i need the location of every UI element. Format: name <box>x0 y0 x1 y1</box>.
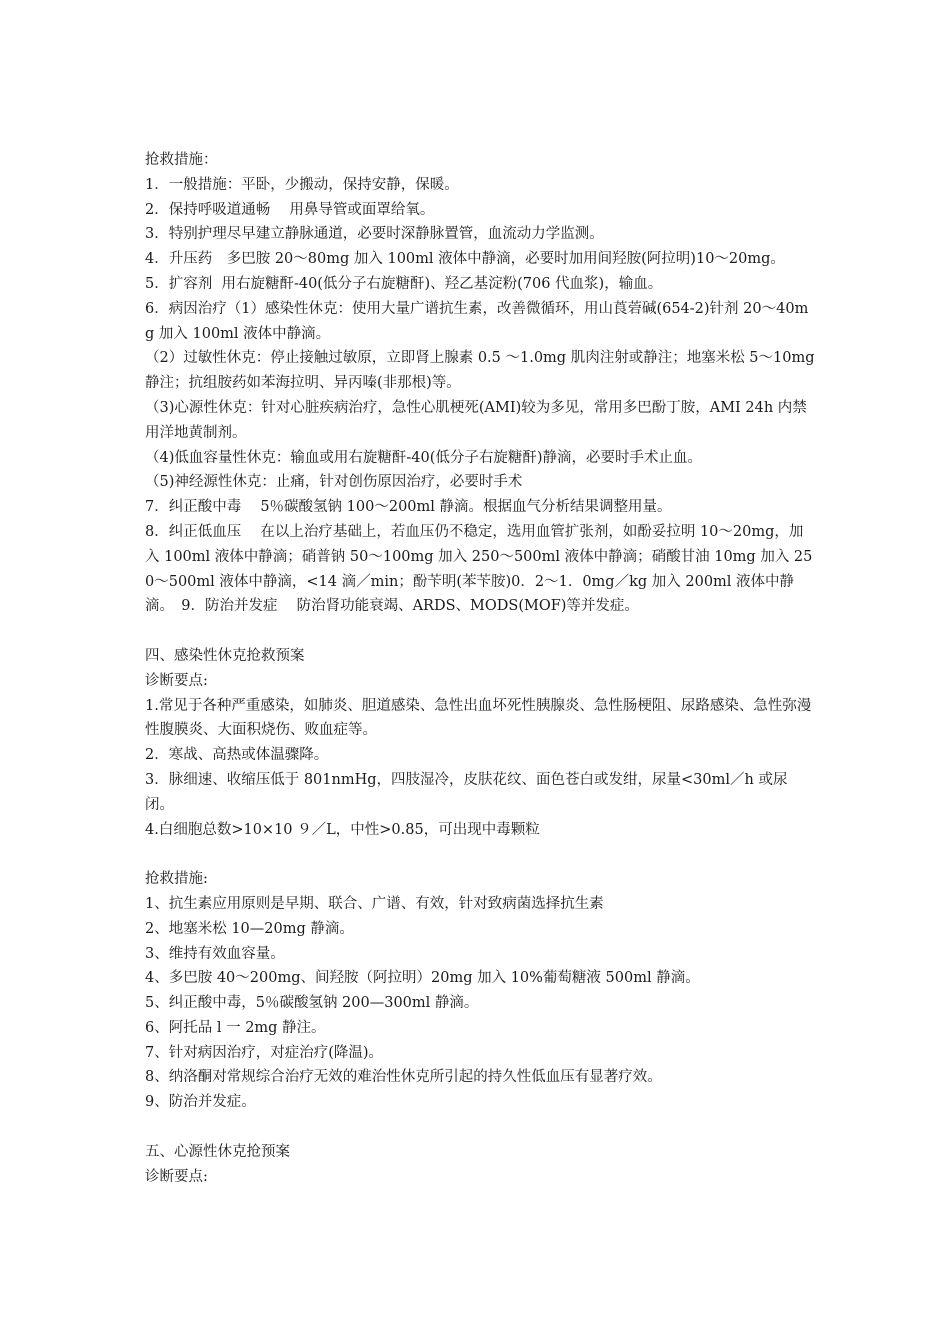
text-line: （2）过敏性休克：停止接触过敏原，立即肾上腺素 0.5 ～1.0mg 肌肉注射或静注；地塞米松 5～10mg 静注；抗组胺药如苯海拉明、异丙嗪(非那根)等。 <box>145 350 820 392</box>
text-line: 8、纳洛酮对常规综合治疗无效的难治性休克所引起的持久性低血压有显著疗效。 <box>145 1069 662 1086</box>
text-line: 1.常见于各种严重感染，如肺炎、胆道感染、急性出血坏死性胰腺炎、急性肠梗阻、尿路感染、急性弥漫性腹膜炎、大面积烧伤、败血症等。 <box>145 697 812 739</box>
subheading: 诊断要点: <box>145 672 208 689</box>
text-line: 4、多巴胺 40～200mg、间羟胺（阿拉明）20mg 加入 10%葡萄糖液 500ml 静滴。 <box>145 970 700 987</box>
text-line: （3)心源性休克：针对心脏疾病治疗，急性心肌梗死(AMI)较为多见，常用多巴酚丁胺，AMI 24h 内禁用洋地黄制剂。 <box>145 399 807 441</box>
section-heading: 抢救措施: <box>145 871 208 888</box>
text-line: 8．纠正低血压 在以上治疗基础上，若血压仍不稳定，选用血管扩张剂，如酚妥拉明 10～20mg，加入 100ml 液体中静滴；硝普钠 50～100mg 加入 250～500ml 液体中静滴；硝酸甘油 10mg 加入 250～500ml 液体中静滴，<14 滴／min；酚苄明(苯苄胺)0．2～1．0mg／kg 加入 200ml 液体中静滴。 9．防治并发症 防治肾功能衰竭、ARDS、MODS(MOF)等并发症。 <box>145 523 813 615</box>
text-line: 3、维持有效血容量。 <box>145 945 285 962</box>
section-heading: 四、感染性休克抢救预案 <box>145 647 305 664</box>
text-line: 5、纠正酸中毒，5％碳酸氢钠 200—300ml 静滴。 <box>145 995 479 1012</box>
section-heading: 五、心源性休克抢预案 <box>145 1143 290 1160</box>
text-line: 5．扩容剂 用右旋糖酐-40(低分子右旋糖酐)、羟乙基淀粉(706 代血浆)，输血。 <box>145 275 663 292</box>
text-line: 7、针对病因治疗，对症治疗(降温)。 <box>145 1044 384 1061</box>
text-line: （5)神经源性休克：止痛，针对创伤原因治疗，必要时手术 <box>145 474 523 491</box>
text-line: 2．寒战、高热或体温骤降。 <box>145 747 329 764</box>
text-line: 3．脉细速、收缩压低于 801nmHg，四肢湿冷，皮肤花纹、面色苍白或发绀，尿量<30ml／h 或尿闭。 <box>145 771 788 813</box>
text-line: 2、地塞米松 10—20mg 静滴。 <box>145 920 354 937</box>
section-rescue-measures-general <box>145 148 820 619</box>
section-heading: 抢救措施： <box>145 152 218 168</box>
blank-line <box>145 619 815 644</box>
text-line: 4．升压药 多巴胺 20～80mg 加入 100ml 液体中静滴，必要时加用间羟胺(阿拉明)10～20mg。 <box>145 251 785 268</box>
text-line: 1．一般措施：平卧，少搬动，保持安静，保暖。 <box>145 176 459 193</box>
text-line: 7．纠正酸中毒 5％碳酸氢钠 100～200ml 静滴。根据血气分析结果调整用量。 <box>145 499 672 516</box>
text-line: 2．保持呼吸道通畅 用鼻导管或面罩给氧。 <box>145 201 435 218</box>
text-line: 4.白细胞总数>10×10 ９／L，中性>0.85，可出现中毒颗粒 <box>145 821 540 838</box>
blank-line <box>145 842 815 867</box>
section-septic-shock-rescue <box>145 867 815 1115</box>
text-line: 1、抗生素应用原则是早期、联合、广谱、有效，针对致病菌选择抗生素 <box>145 895 604 912</box>
section-cardiogenic-shock <box>145 1140 815 1190</box>
document-page <box>145 148 820 1189</box>
subheading: 诊断要点: <box>145 1168 208 1185</box>
text-line: 6．病因治疗（1）感染性休克：使用大量广谱抗生素，改善微循环，用山莨菪碱(654-2)针剂 20～40mg 加入 100ml 液体中静滴。 <box>145 300 809 342</box>
text-line: 3．特别护理尽早建立静脉通道，必要时深静脉置管，血流动力学监测。 <box>145 226 604 243</box>
text-line: （4)低血容量性休克：输血或用右旋糖酐-40(低分子右旋糖酐)静滴，必要时手术止血。 <box>145 449 703 466</box>
blank-line <box>145 1115 815 1140</box>
text-line: 9、防治并发症。 <box>145 1094 256 1111</box>
section-septic-shock-diagnosis <box>145 644 815 842</box>
text-line: 6、阿托品 l 一 2mg 静注。 <box>145 1019 326 1036</box>
